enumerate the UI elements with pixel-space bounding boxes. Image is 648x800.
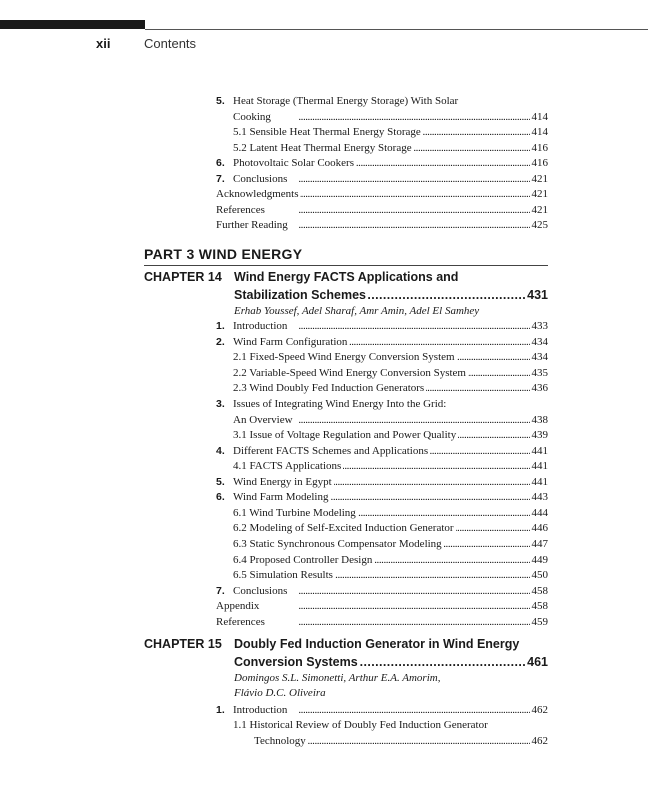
toc-entry[interactable]: 7. Conclusions . . . 421	[216, 172, 548, 187]
part-rule	[144, 265, 548, 266]
toc-entry[interactable]: 6.5 Simulation Results . . . 450	[233, 568, 548, 583]
toc-entry[interactable]: 6.1 Wind Turbine Modeling . . . 444	[233, 506, 548, 521]
header-bar	[0, 20, 145, 29]
toc-entry[interactable]: 6.2 Modeling of Self-Excited Induction Generator . . . 446	[233, 521, 548, 536]
toc-entry[interactable]: 5. Wind Energy in Egypt . . . 441	[216, 475, 548, 490]
toc-entry[interactable]: 2.3 Wind Doubly Fed Induction Generators . . . 436	[233, 381, 548, 396]
chapter-15-authors: Flávio D.C. Oliveira	[234, 687, 326, 699]
toc-entry[interactable]: References . . . 421	[216, 203, 548, 218]
toc-entry[interactable]: 1. Introduction . . . 433	[216, 319, 548, 334]
chapter-14-title-line2[interactable]: Stabilization Schemes ..... 431	[234, 287, 548, 304]
toc-entry[interactable]: Cooking . . . 414	[233, 110, 548, 125]
part-heading: PART 3 WIND ENERGY	[144, 246, 303, 262]
toc-entry[interactable]: 3. Issues of Integrating Wind Energy Into the Grid:	[216, 398, 447, 410]
toc-entry[interactable]: 2.2 Variable-Speed Wind Energy Conversion System . . . 435	[233, 366, 548, 381]
chapter-15-authors: Domingos S.L. Simonetti, Arthur E.A. Amorim,	[234, 672, 441, 684]
toc-entry[interactable]: 1. Introduction . . . 462	[216, 703, 548, 718]
toc-entry[interactable]: 6. Photovoltaic Solar Cookers . . . 416	[216, 156, 548, 171]
toc-entry[interactable]: An Overview . . . 438	[233, 413, 548, 428]
chapter-15-title-line1[interactable]: Doubly Fed Induction Generator in Wind Energy	[234, 637, 520, 651]
toc-entry[interactable]: 4.1 FACTS Applications . . . 441	[233, 459, 548, 474]
toc-entry[interactable]: Technology . . . 462	[254, 734, 548, 749]
toc-entry[interactable]: 1.1 Historical Review of Doubly Fed Induction Generator	[233, 719, 488, 731]
chapter-14-label: CHAPTER 14	[144, 270, 222, 284]
page-number: xii	[96, 36, 111, 51]
toc-entry[interactable]: 3.1 Issue of Voltage Regulation and Power Quality . . . 439	[233, 428, 548, 443]
toc-entry[interactable]: 5. Heat Storage (Thermal Energy Storage) With Solar	[216, 95, 459, 107]
running-head: Contents	[144, 36, 197, 51]
toc-entry[interactable]: 2. Wind Farm Configuration . . . 434	[216, 335, 548, 350]
toc-entry[interactable]: 6.4 Proposed Controller Design . . . 449	[233, 553, 548, 568]
toc-entry[interactable]: 6.3 Static Synchronous Compensator Modeling . . . 447	[233, 537, 548, 552]
toc-entry[interactable]: 7. Conclusions . . . 458	[216, 584, 548, 599]
chapter-15-title-line2[interactable]: Conversion Systems ..... 461	[234, 654, 548, 671]
toc-entry[interactable]: Appendix . . . 458	[216, 599, 548, 614]
toc-entry[interactable]: 6. Wind Farm Modeling . . . 443	[216, 490, 548, 505]
chapter-15-label: CHAPTER 15	[144, 637, 222, 651]
toc-entry[interactable]: Acknowledgments . . . 421	[216, 187, 548, 202]
chapter-14-authors: Erhab Youssef, Adel Sharaf, Amr Amin, Adel El Samhey	[234, 305, 480, 317]
chapter-14-title-line1[interactable]: Wind Energy FACTS Applications and	[234, 270, 459, 284]
toc-entry[interactable]: 5.1 Sensible Heat Thermal Energy Storage . . . 414	[233, 125, 548, 140]
header-rule	[145, 29, 648, 30]
toc-entry[interactable]: Further Reading . . . 425	[216, 218, 548, 233]
toc-entry[interactable]: 2.1 Fixed-Speed Wind Energy Conversion System . . . 434	[233, 350, 548, 365]
toc-entry[interactable]: 5.2 Latent Heat Thermal Energy Storage . . . 416	[233, 141, 548, 156]
toc-entry[interactable]: 4. Different FACTS Schemes and Applications . . . 441	[216, 444, 548, 459]
toc-entry[interactable]: References . . . 459	[216, 615, 548, 630]
